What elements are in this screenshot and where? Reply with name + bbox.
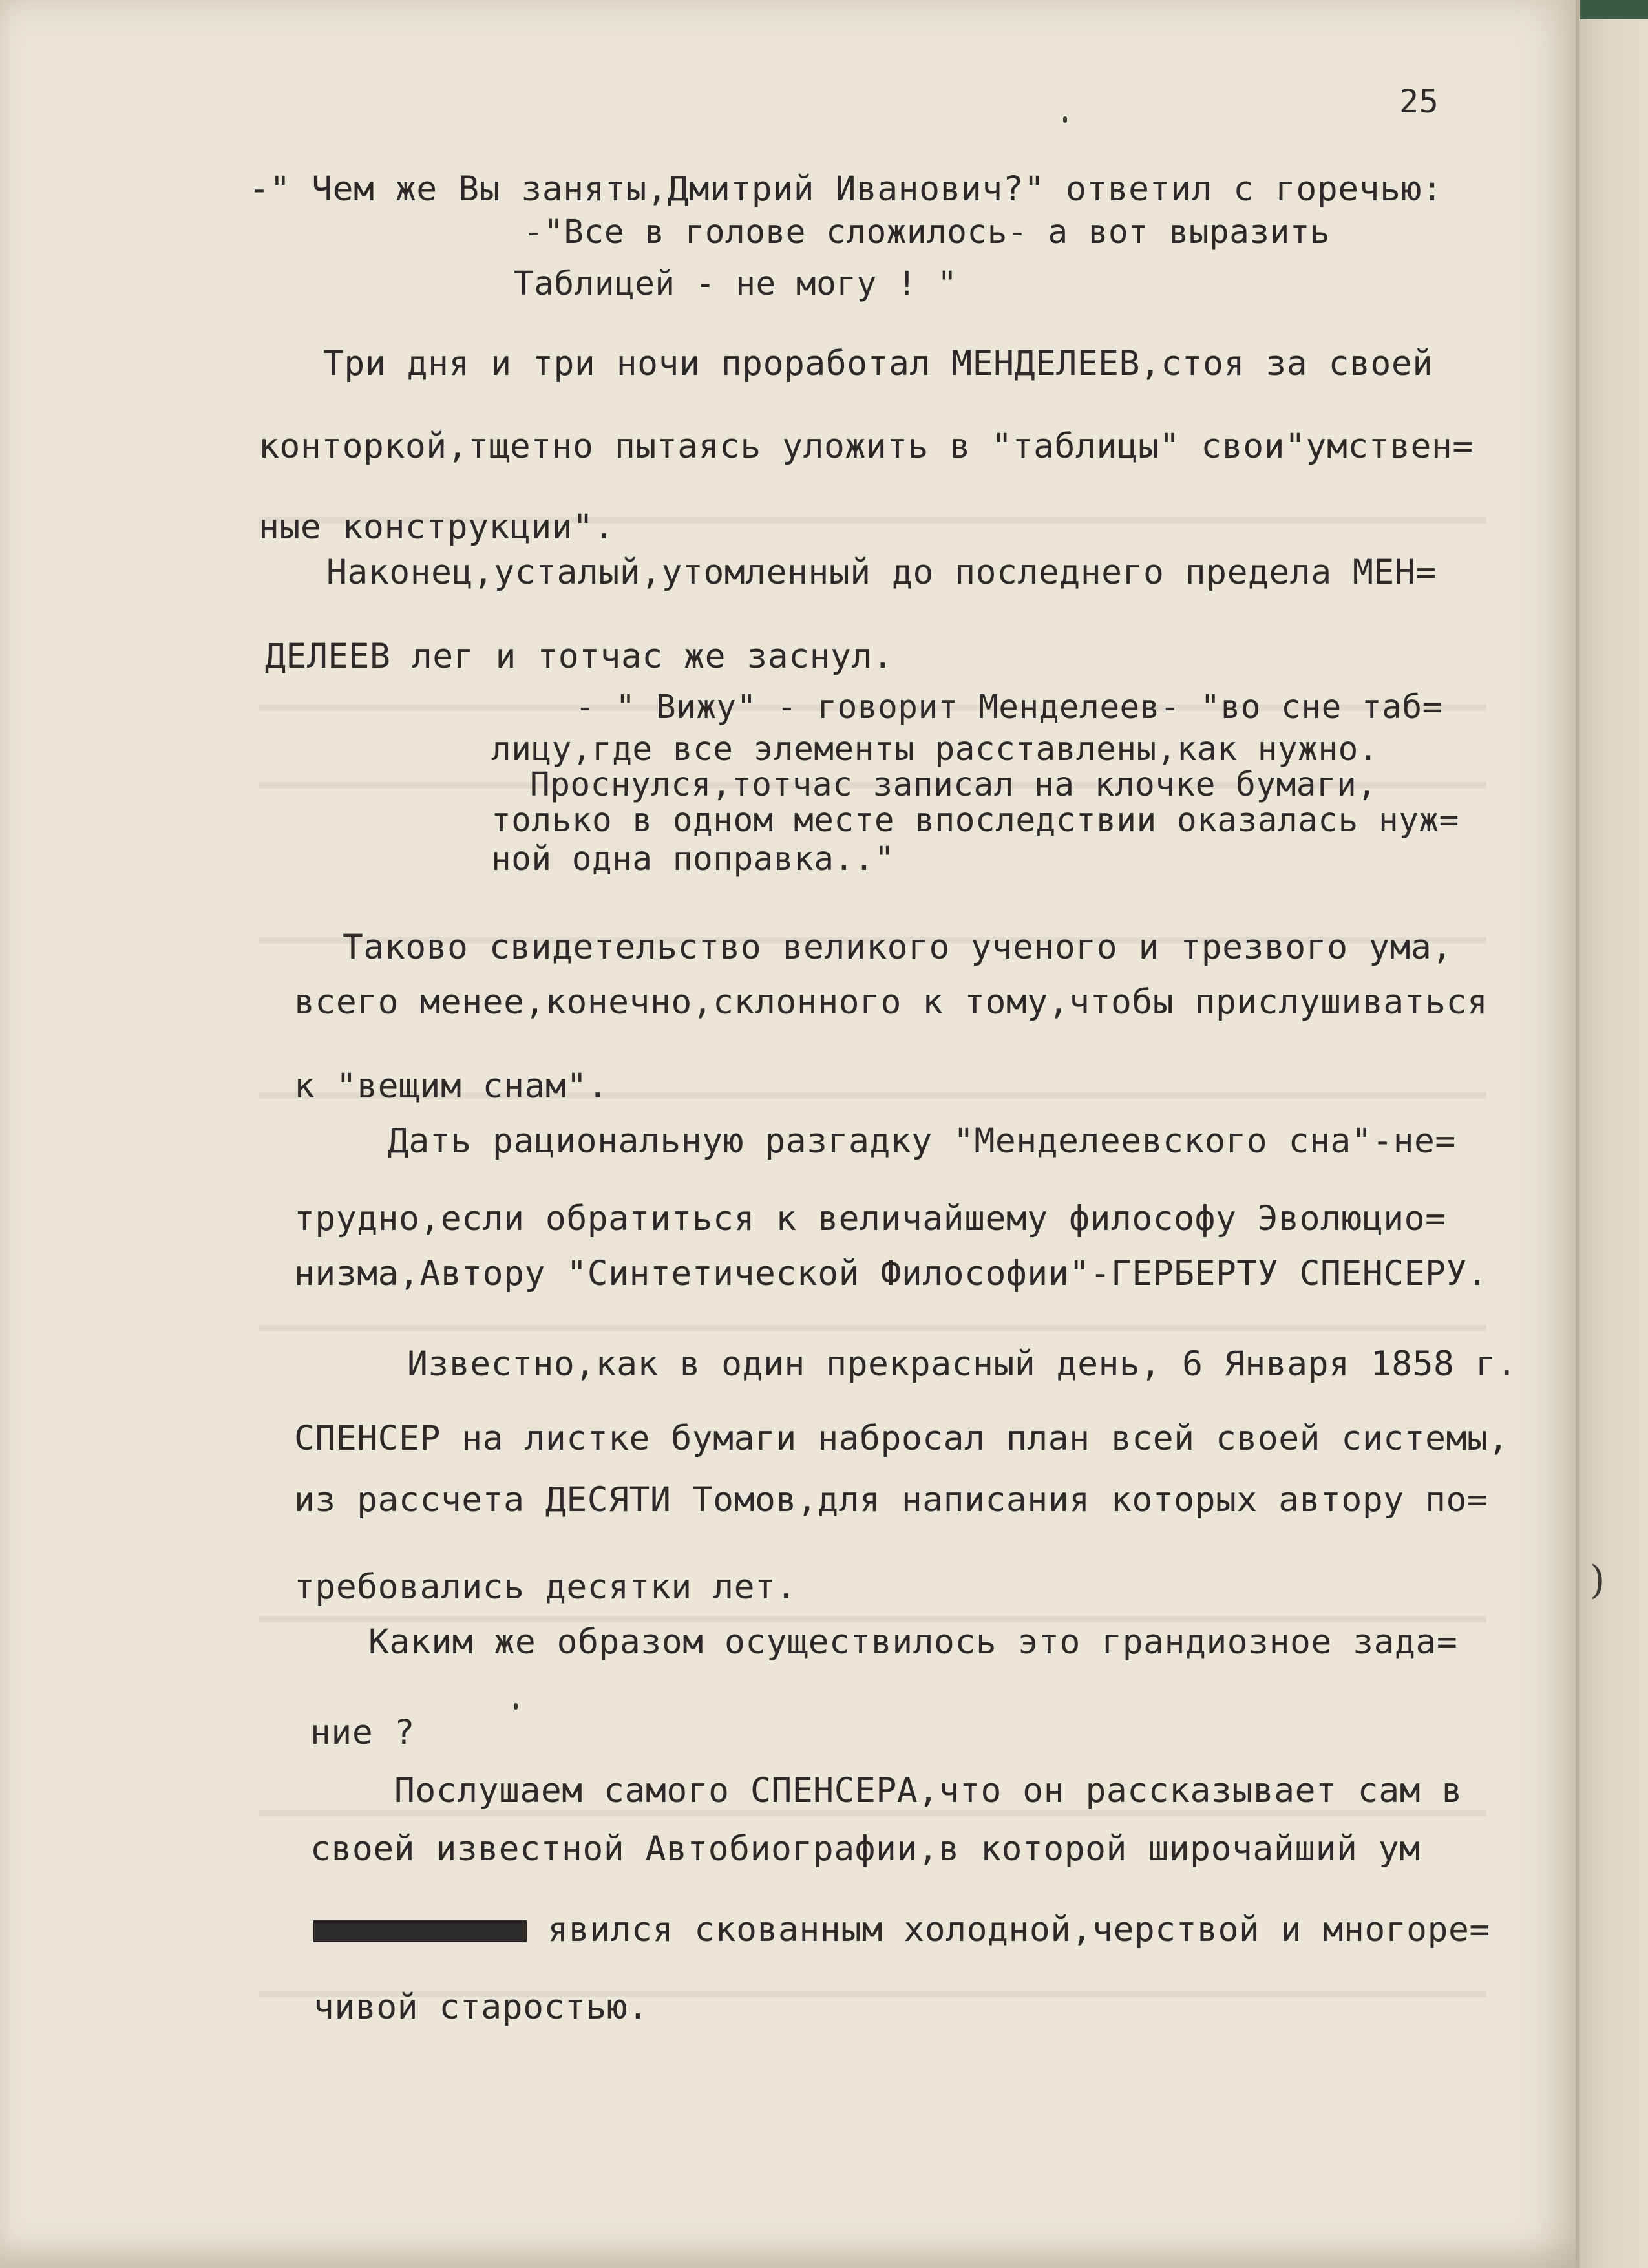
text-line-remainder: явился скованным холодной,черствой и многоре= bbox=[547, 1910, 1490, 1949]
text-line: ние ? bbox=[310, 1713, 416, 1752]
text-line: трудно,если обратиться к величайшему философу Эволюцио= bbox=[294, 1199, 1446, 1238]
text-line: конторкой,тщетно пытаясь уложить в "таблицы" свои"умствен= bbox=[259, 427, 1474, 466]
text-line: низма,Автору "Синтетической Философии"-ГЕРБЕРТУ СПЕНСЕРУ. bbox=[294, 1254, 1488, 1293]
text-line: ДЕЛЕЕВ лег и тотчас же заснул. bbox=[265, 637, 894, 676]
text-line: Каким же образом осуществилось это грандиозное зада= bbox=[368, 1622, 1458, 1662]
text-line: СПЕНСЕР на листке бумаги набросал план всей своей системы, bbox=[294, 1419, 1509, 1458]
sheet-edge bbox=[1576, 0, 1579, 2268]
text-line-with-strikeout bbox=[313, 1910, 1490, 1949]
ink-speck bbox=[1063, 116, 1067, 123]
struck-out-word bbox=[313, 1920, 527, 1942]
quote-line: Таблицей - не могу ! " bbox=[514, 265, 958, 303]
bleed-through bbox=[259, 1616, 1486, 1622]
text-line: требовались десятки лет. bbox=[294, 1567, 797, 1607]
quote-line: - " Вижу" - говорит Менделеев- "во сне таб= bbox=[575, 688, 1442, 726]
text-line: Известно,как в один прекрасный день, 6 Января 1858 г. bbox=[407, 1344, 1517, 1384]
text-line: Послушаем самого СПЕНСЕРА,что он рассказывает сам в bbox=[394, 1771, 1463, 1810]
text-line: чивой старостью. bbox=[313, 1987, 649, 2027]
text-line: Таково свидетельство великого ученого и трезвого ума, bbox=[343, 927, 1453, 967]
text-line: Дать рациональную разгадку "Менделеевского сна"-не= bbox=[388, 1121, 1456, 1161]
quote-line: -"Все в голове сложилось- а вот выразить bbox=[523, 213, 1331, 251]
text-line: ные конструкции". bbox=[259, 507, 615, 547]
background-corner bbox=[1580, 0, 1648, 19]
quote-line: ной одна поправка.." bbox=[491, 840, 895, 878]
page-number: 25 bbox=[1399, 83, 1439, 120]
quote-line: только в одном месте впоследствии оказалась нуж= bbox=[491, 801, 1459, 840]
text-line: из рассчета ДЕСЯТИ Томов,для написания которых автору по= bbox=[294, 1480, 1488, 1520]
quote-line: Проснулся,тотчас записал на клочке бумаги, bbox=[530, 766, 1377, 804]
text-line: Наконец,усталый,утомленный до последнего предела МЕН= bbox=[326, 553, 1437, 592]
text-line: своей известной Автобиографии,в которой широчайший ум bbox=[310, 1829, 1421, 1869]
quote-line: лицу,где все элементы расставлены,как нужно. bbox=[491, 730, 1379, 768]
margin-mark: ) bbox=[1590, 1558, 1605, 1603]
text-line: к "вещим снам". bbox=[294, 1066, 609, 1106]
ink-speck bbox=[514, 1703, 518, 1710]
text-line: всего менее,конечно,склонного к тому,чтобы прислушиваться bbox=[294, 982, 1488, 1022]
bleed-through bbox=[259, 1810, 1486, 1816]
underlying-sheet bbox=[1580, 19, 1648, 2268]
text-line: -" Чем же Вы заняты,Дмитрий Иванович?" ответил с горечью: bbox=[249, 169, 1443, 209]
bleed-through bbox=[259, 1325, 1486, 1331]
text-line: Три дня и три ночи проработал МЕНДЕЛЕЕВ,стоя за своей bbox=[323, 344, 1433, 383]
